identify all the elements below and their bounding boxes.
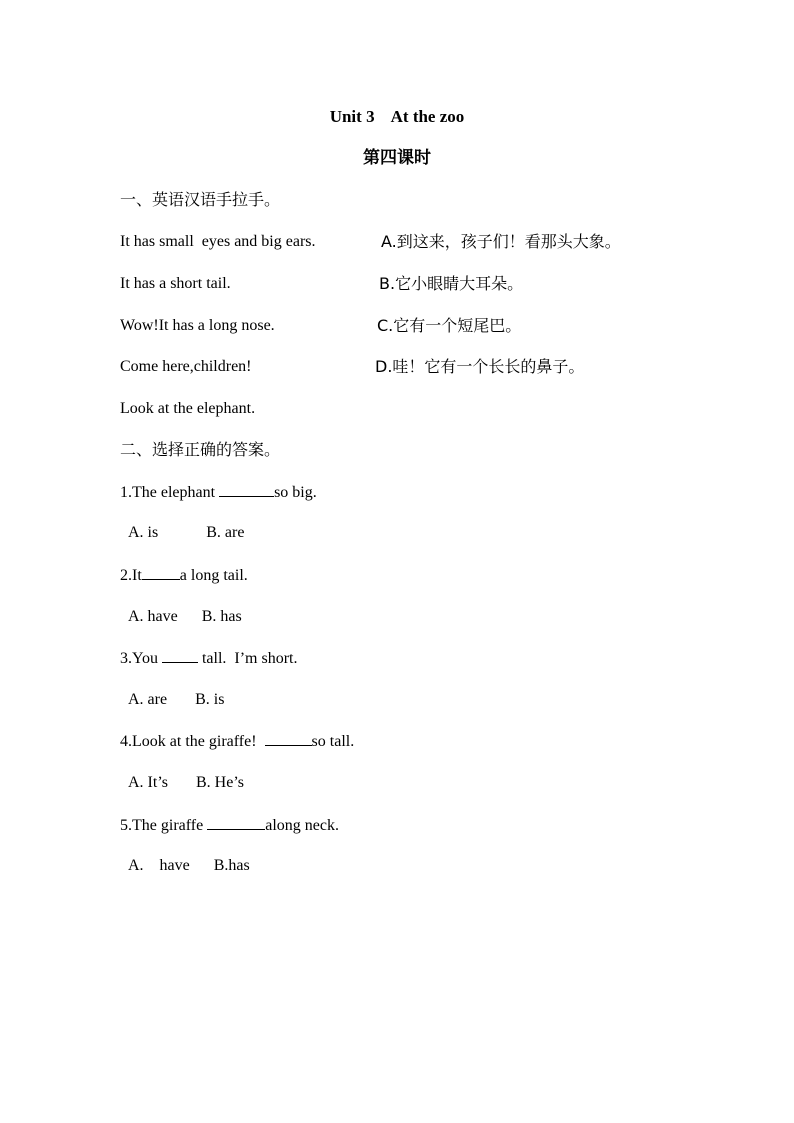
question-5 [120,815,339,836]
answer-blank [219,482,274,497]
question-text: 2.It [120,567,142,584]
question-3-options: A. are B. is [128,691,225,708]
lesson-subtitle: 第四课时 [363,148,431,167]
page-title: Unit 3 At the zoo [329,107,465,126]
question-5-options: A. have B.has [128,857,250,874]
question-text: so tall. [311,733,355,750]
match-chinese-item: A.到这来，孩子们！看那头大象。 [381,232,621,251]
section-1-heading: 一、英语汉语手拉手。 [120,190,281,209]
answer-blank [207,815,265,830]
question-2-options: A. have B. has [128,608,242,625]
match-english-item: Wow!It has a long nose. [120,317,275,334]
question-text: tall. I’m short. [197,650,298,667]
section-2-heading: 二、选择正确的答案。 [120,440,281,459]
answer-blank [265,731,312,746]
question-1-options: A. is B. are [128,524,245,541]
question-4-options: A. It’s B. He’s [128,774,244,791]
question-text: a long tail. [179,567,248,584]
match-english-item: Come here,children! [120,358,252,375]
question-text: so big. [274,484,317,501]
answer-blank [162,648,198,663]
question-2 [120,565,248,586]
match-english-item: It has small eyes and big ears. [120,233,316,250]
question-3 [120,648,298,669]
question-text: 5.The giraffe [120,817,208,834]
question-4 [120,731,354,752]
match-english-item: It has a short tail. [120,275,231,292]
question-text: 3.You [120,650,162,667]
match-chinese-item: B.它小眼睛大耳朵。 [379,274,524,293]
question-text: along neck. [265,817,339,834]
match-chinese-item: C.它有一个短尾巴。 [377,316,522,335]
question-text: 4.Look at the giraffe! [120,733,265,750]
match-chinese-item: D.哇！它有一个长长的鼻子。 [375,357,585,376]
question-1 [120,482,317,503]
match-english-item: Look at the elephant. [120,400,256,417]
question-text: 1.The elephant [120,484,220,501]
answer-blank [142,565,180,580]
